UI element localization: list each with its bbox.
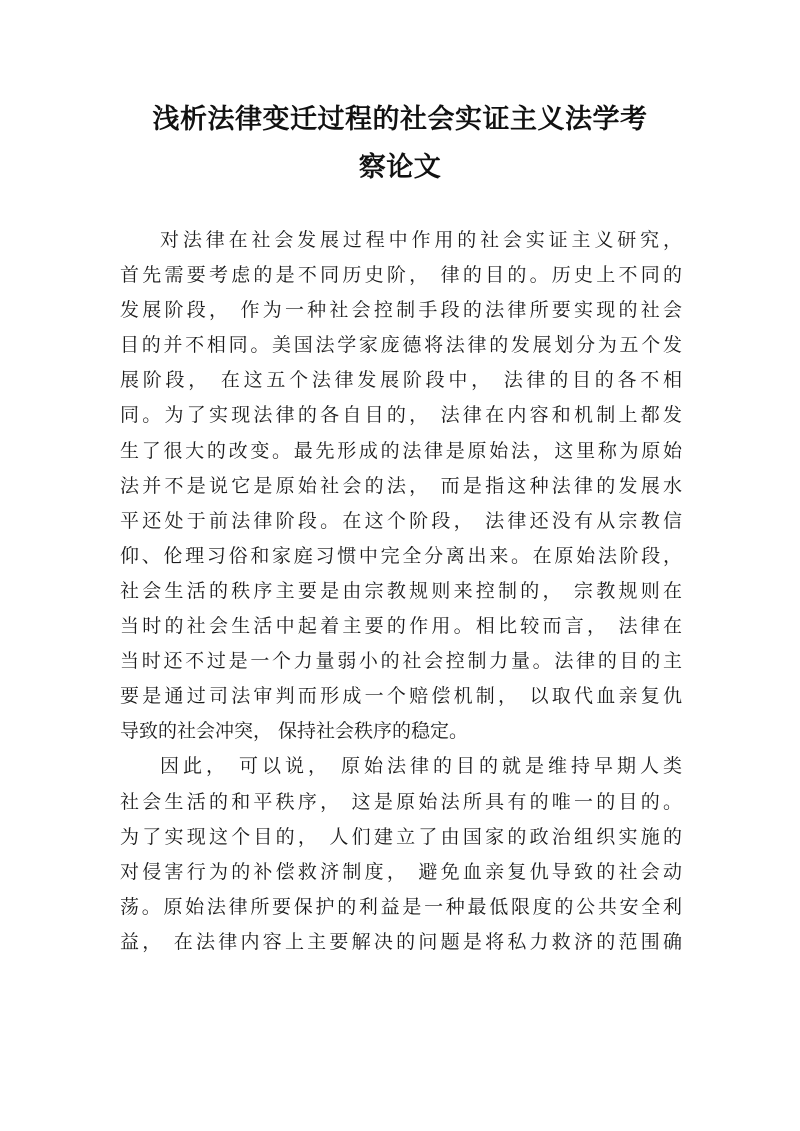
paragraph-1 bbox=[120, 223, 682, 749]
paragraph-line: 荡。原始法律所要保护的利益是一种最低限度的公共安全利 bbox=[120, 895, 682, 918]
paragraph-line: 社会生活的和平秩序， 这是原始法所具有的唯一的目的。 bbox=[120, 790, 682, 813]
paragraph-2 bbox=[120, 749, 682, 960]
title-line-1: 浅析法律变迁过程的社会实证主义法学考 bbox=[152, 104, 648, 135]
document-title bbox=[120, 96, 680, 192]
paragraph-line: 当时的社会生活中起着主要的作用。相比较而言， 法律在 bbox=[120, 615, 682, 638]
paragraph-line: 法并不是说它是原始社会的法， 而是指这种法律的发展水 bbox=[120, 474, 682, 497]
paragraph-line: 仰、伦理习俗和家庭习惯中完全分离出来。在原始法阶段， bbox=[120, 544, 682, 567]
title-line-2: 察论文 bbox=[358, 152, 442, 183]
document-body bbox=[120, 223, 682, 960]
paragraph-line: 导致的社会冲突， 保持社会秩序的稳定。 bbox=[120, 720, 469, 743]
paragraph-line: 平还处于前法律阶段。在这个阶段， 法律还没有从宗教信 bbox=[120, 509, 682, 532]
paragraph-line: 目的并不相同。美国法学家庞德将法律的发展划分为五个发 bbox=[120, 334, 682, 357]
paragraph-line: 益， 在法律内容上主要解决的问题是将私力救济的范围确 bbox=[120, 930, 682, 953]
paragraph-line: 对侵害行为的补偿救济制度， 避免血亲复仇导致的社会动 bbox=[120, 860, 682, 883]
paragraph-line: 发展阶段， 作为一种社会控制手段的法律所要实现的社会 bbox=[120, 299, 682, 322]
paragraph-line: 为了实现这个目的， 人们建立了由国家的政治组织实施的 bbox=[120, 825, 682, 848]
paragraph-line: 同。为了实现法律的各自目的， 法律在内容和机制上都发 bbox=[120, 404, 682, 427]
paragraph-line: 展阶段， 在这五个法律发展阶段中， 法律的目的各不相 bbox=[120, 369, 682, 392]
paragraph-line: 要是通过司法审判而形成一个赔偿机制， 以取代血亲复仇 bbox=[120, 685, 682, 708]
paragraph-line: 对法律在社会发展过程中作用的社会实证主义研究， bbox=[160, 229, 682, 251]
paragraph-line: 首先需要考虑的是不同历史阶， 律的目的。历史上不同的 bbox=[120, 264, 682, 287]
paragraph-line: 生了很大的改变。最先形成的法律是原始法，这里称为原始 bbox=[120, 439, 682, 462]
paragraph-line: 社会生活的秩序主要是由宗教规则来控制的， 宗教规则在 bbox=[120, 579, 682, 602]
paragraph-line: 当时还不过是一个力量弱小的社会控制力量。法律的目的主 bbox=[120, 650, 682, 673]
paragraph-line: 因此， 可以说， 原始法律的目的就是维持早期人类 bbox=[160, 755, 682, 778]
